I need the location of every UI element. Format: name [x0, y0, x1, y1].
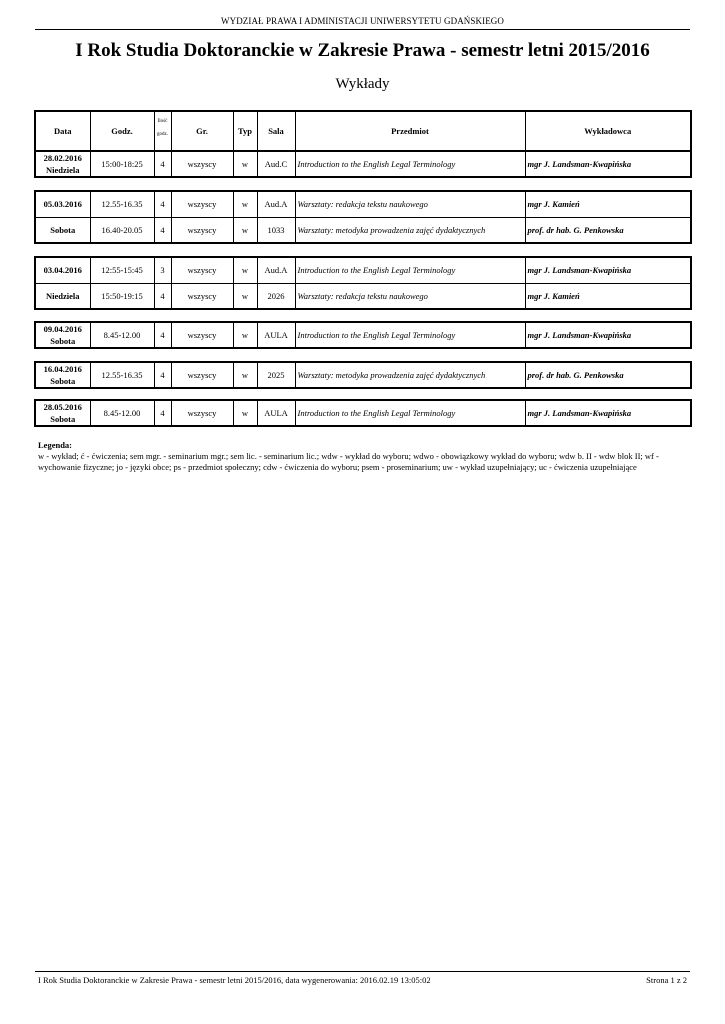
- footer-info: I Rok Studia Doktoranckie w Zakresie Prawa - semestr letni 2015/2016, data wygenerowania: 2016.02.19 13:05:02: [38, 975, 431, 985]
- group-cell: wszyscy: [171, 322, 233, 348]
- day-name: Sobota: [50, 414, 76, 424]
- room-cell: 1033: [257, 217, 295, 243]
- subject-cell: Warsztaty: redakcja tekstu naukowego: [295, 283, 525, 309]
- day-name: Sobota: [50, 336, 76, 346]
- column-header-wykladowca: Wykładowca: [525, 111, 691, 151]
- schedule-block: [34, 190, 692, 244]
- hours-cell: 4: [154, 322, 171, 348]
- room-cell: AULA: [257, 322, 295, 348]
- page-number: Strona 1 z 2: [646, 975, 687, 985]
- column-header-sala: Sala: [257, 111, 295, 151]
- hours-cell: 4: [154, 400, 171, 426]
- hours-cell: 4: [154, 151, 171, 177]
- type-cell: w: [233, 217, 257, 243]
- time-cell: 12.55-16.35: [90, 191, 154, 217]
- time-cell: 8.45-12.00: [90, 400, 154, 426]
- type-cell: w: [233, 362, 257, 388]
- day-name: Niedziela: [45, 165, 80, 175]
- type-cell: w: [233, 322, 257, 348]
- lecturer-cell: mgr J. Landsman-Kwapińska: [525, 151, 691, 177]
- table-row: [35, 191, 691, 217]
- room-cell: AULA: [257, 400, 295, 426]
- time-cell: 12:55-15:45: [90, 257, 154, 283]
- group-cell: wszyscy: [171, 151, 233, 177]
- date-cell: [35, 362, 90, 388]
- day-name: Sobota: [35, 217, 90, 243]
- page-title: I Rok Studia Doktoranckie w Zakresie Prawa - semestr letni 2015/2016: [75, 40, 650, 61]
- time-cell: 12.55-16.35: [90, 362, 154, 388]
- day-name: Sobota: [50, 376, 76, 386]
- legend: [38, 440, 688, 473]
- subject-cell: Introduction to the English Legal Terminology: [295, 322, 525, 348]
- date-value: 03.04.2016: [35, 257, 90, 283]
- room-cell: 2025: [257, 362, 295, 388]
- hours-cell: 4: [154, 217, 171, 243]
- group-cell: wszyscy: [171, 217, 233, 243]
- lecturer-cell: mgr J. Kamień: [525, 191, 691, 217]
- lecturer-cell: mgr J. Landsman-Kwapińska: [525, 322, 691, 348]
- table-row: [35, 400, 691, 426]
- date-value: 28.02.2016: [43, 153, 82, 163]
- type-cell: w: [233, 191, 257, 217]
- hours-cell: 4: [154, 191, 171, 217]
- date-cell: [35, 151, 90, 177]
- time-cell: 15:50-19:15: [90, 283, 154, 309]
- legend-title: Legenda:: [38, 440, 72, 450]
- date-cell: [35, 322, 90, 348]
- schedule-block: [34, 321, 692, 349]
- time-cell: 16.40-20.05: [90, 217, 154, 243]
- column-header-typ: Typ: [233, 111, 257, 151]
- hours-cell: 4: [154, 362, 171, 388]
- lecturer-cell: prof. dr hab. G. Penkowska: [525, 362, 691, 388]
- schedule-block: [34, 361, 692, 389]
- footer-divider: [35, 971, 690, 972]
- room-cell: Aud.A: [257, 191, 295, 217]
- lecturer-cell: prof. dr hab. G. Penkowska: [525, 217, 691, 243]
- date-value: 16.04.2016: [43, 364, 82, 374]
- type-cell: w: [233, 283, 257, 309]
- legend-text: w - wykład; ć - ćwiczenia; sem mgr. - seminarium mgr.; sem lic. - seminarium lic.; wdw - wykład do wyboru; wdwo - obowiązkowy wykład do wyboru; wdw b. II - wdw blok II; wf - wychowanie fizyczne; jo - języki obce; ps - przedmiot społeczny; cdw - ćwiczenia do wyboru; psem - proseminarium; uw - wykład uzupełniający; uc - ćwiczenia uzupełniające: [38, 451, 659, 472]
- type-cell: w: [233, 257, 257, 283]
- date-value: 28.05.2016: [43, 402, 82, 412]
- time-cell: 8.45-12.00: [90, 322, 154, 348]
- group-cell: wszyscy: [171, 283, 233, 309]
- room-cell: 2026: [257, 283, 295, 309]
- group-cell: wszyscy: [171, 400, 233, 426]
- table-row: [35, 362, 691, 388]
- schedule-block: [34, 150, 692, 178]
- group-cell: wszyscy: [171, 362, 233, 388]
- schedule-block: [34, 256, 692, 310]
- table-row: [35, 217, 691, 243]
- column-header-gr: Gr.: [171, 111, 233, 151]
- subject-cell: Warsztaty: redakcja tekstu naukowego: [295, 191, 525, 217]
- column-header-data: Data: [35, 111, 90, 151]
- lecturer-cell: mgr J. Kamień: [525, 283, 691, 309]
- table-row: [35, 151, 691, 177]
- institution-name: WYDZIAŁ PRAWA I ADMINISTACJI UNIWERSYTETU GDAŃSKIEGO: [221, 16, 504, 26]
- date-value: 05.03.2016: [35, 191, 90, 217]
- column-header-ilosc-top: Ilość: [157, 119, 168, 124]
- subject-cell: Introduction to the English Legal Terminology: [295, 257, 525, 283]
- table-row: [35, 257, 691, 283]
- subject-cell: Warsztaty: metodyka prowadzenia zajęć dydaktycznych: [295, 362, 525, 388]
- group-cell: wszyscy: [171, 191, 233, 217]
- schedule-header: [34, 110, 692, 152]
- lecturer-cell: mgr J. Landsman-Kwapińska: [525, 257, 691, 283]
- day-name: Niedziela: [35, 283, 90, 309]
- time-cell: 15:00-18:25: [90, 151, 154, 177]
- type-cell: w: [233, 400, 257, 426]
- hours-cell: 4: [154, 283, 171, 309]
- room-cell: Aud.A: [257, 257, 295, 283]
- column-header-przedmiot: Przedmiot: [295, 111, 525, 151]
- room-cell: Aud.C: [257, 151, 295, 177]
- subject-cell: Warsztaty: metodyka prowadzenia zajęć dydaktycznych: [295, 217, 525, 243]
- column-header-godz: Godz.: [90, 111, 154, 151]
- type-cell: w: [233, 151, 257, 177]
- lecturer-cell: mgr J. Landsman-Kwapińska: [525, 400, 691, 426]
- subject-cell: Introduction to the English Legal Terminology: [295, 400, 525, 426]
- column-header-ilosc: [154, 111, 171, 151]
- table-row: [35, 322, 691, 348]
- schedule-block: [34, 399, 692, 427]
- date-value: 09.04.2016: [43, 324, 82, 334]
- group-cell: wszyscy: [171, 257, 233, 283]
- header-divider: [35, 29, 690, 30]
- table-row: [35, 283, 691, 309]
- page-subtitle: Wykłady: [335, 76, 390, 92]
- subject-cell: Introduction to the English Legal Terminology: [295, 151, 525, 177]
- date-cell: [35, 400, 90, 426]
- hours-cell: 3: [154, 257, 171, 283]
- column-header-ilosc-bottom: godz.: [157, 132, 168, 137]
